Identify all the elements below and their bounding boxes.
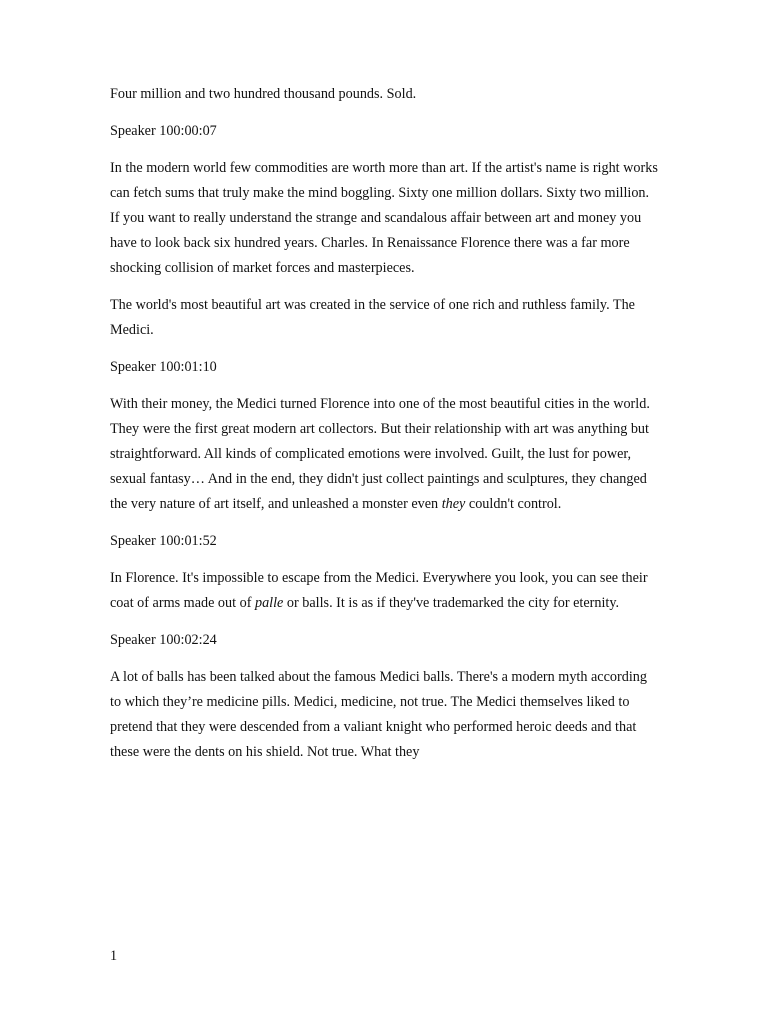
paragraph-medici-collectors — [110, 392, 660, 517]
page-number: 1 — [110, 948, 118, 964]
paragraph-auction-sold: Four million and two hundred thousand pounds. Sold. — [110, 86, 417, 102]
italic-word: palle — [254, 595, 284, 611]
speaker-timestamp: Speaker 100:01:10 — [110, 359, 217, 375]
speaker-timestamp: Speaker 100:00:07 — [110, 123, 217, 139]
speaker-timestamp: Speaker 100:01:52 — [110, 533, 217, 549]
paragraph-art-commodities: In the modern world few commodities are worth more than art. If the artist's name is right works can fetch sums that truly make the mind boggling. Sixty one million dollars. Sixty two million. If you want to really understand the strange and scandalous affair between art and money you have to look back six hundred years. Charles. In Renaissance Florence there was a far more shocking collision of market forces and masterpieces. — [110, 160, 658, 276]
transcript-body — [110, 82, 660, 777]
paragraph-text: In Florence. It's impossible to escape from the Medici. Everywhere you look, you can see their coat of arms made out of — [110, 570, 648, 611]
paragraph-medici-family: The world's most beautiful art was created in the service of one rich and ruthless family. The Medici. — [110, 297, 635, 338]
speaker-timestamp: Speaker 100:02:24 — [110, 632, 217, 648]
paragraph-medici-balls: A lot of balls has been talked about the famous Medici balls. There's a modern myth according to which they’re medicine pills. Medici, medicine, not true. The Medici themselves liked to pretend that they were descended from a valiant knight who performed heroic deeds and that these were the dents on his shield. Not true. What they — [110, 669, 647, 760]
italic-word: they — [441, 496, 466, 512]
paragraph-text: or balls. It is as if they've trademarked the city for eternity. — [283, 595, 620, 611]
paragraph-text: With their money, the Medici turned Florence into one of the most beautiful cities in the world. They were the first great modern art collectors. But their relationship with art was anything but straightforward. All kinds of complicated emotions were involved. Guilt, the lust for power, sexual fantasy… And in the end, they didn't just collect paintings and sculptures, they changed the very nature of art itself, and unleashed a monster even — [110, 396, 650, 512]
paragraph-text: couldn't control. — [465, 496, 562, 512]
paragraph-coat-of-arms — [110, 566, 660, 616]
